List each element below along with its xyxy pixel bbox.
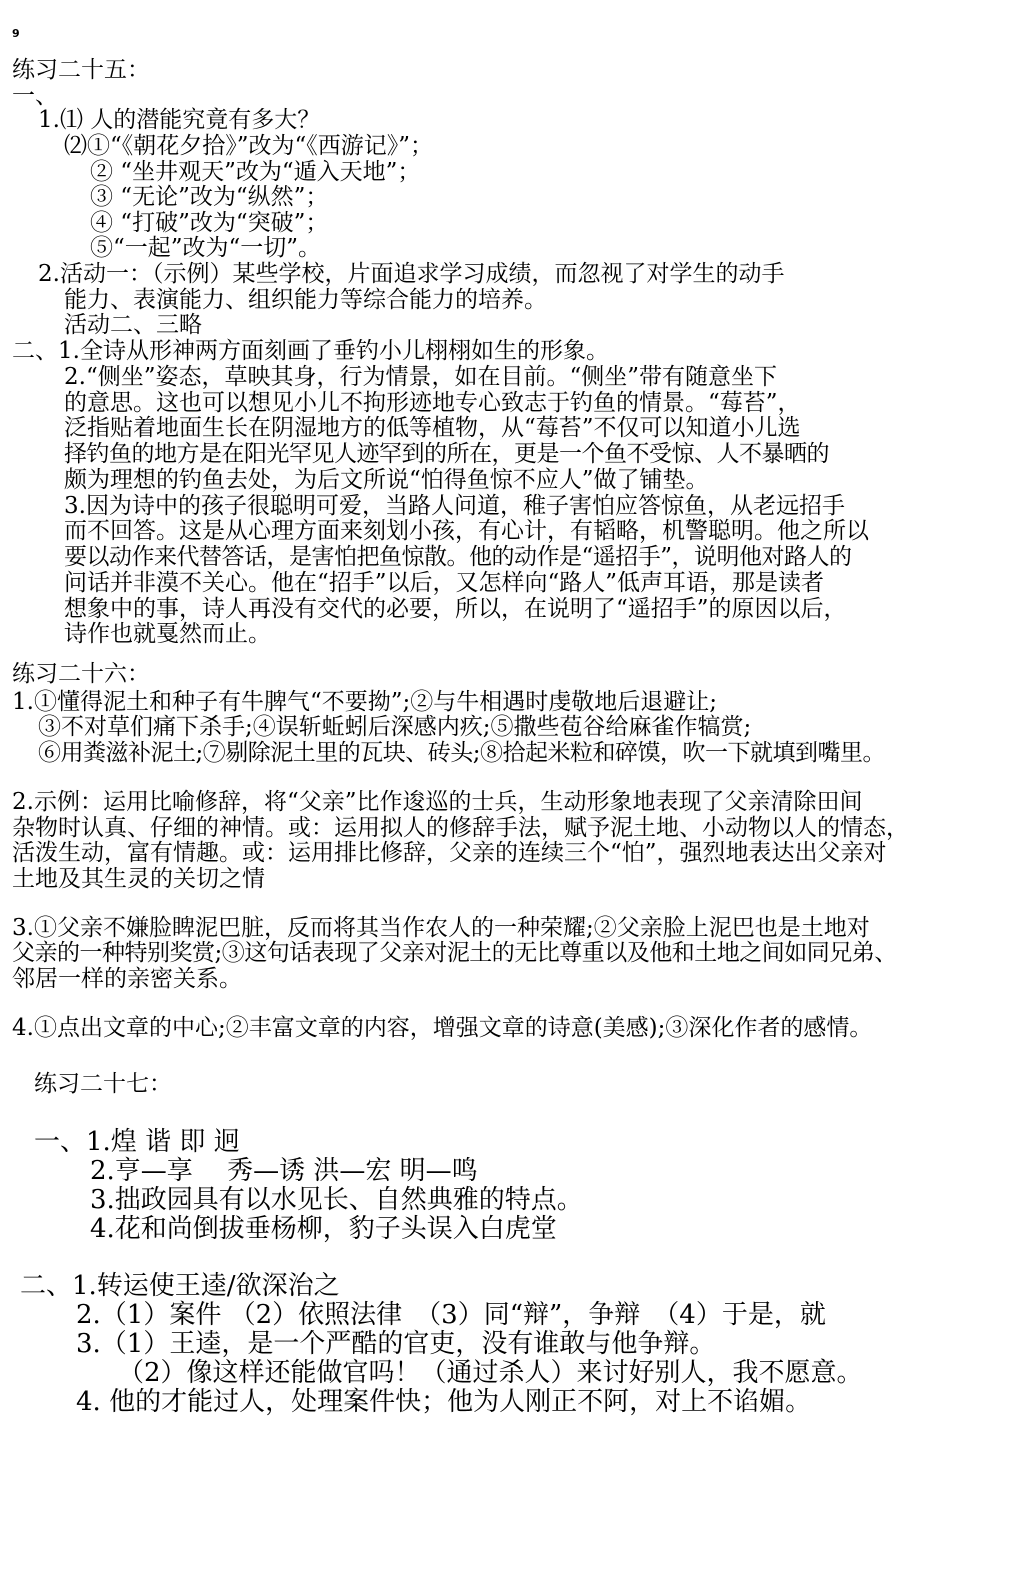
exercise-25-s2-q2-line: 择钓鱼的地方是在阳光罕见人迹罕到的所在，更是一个鱼不受惊、人不暴晒的 <box>64 441 829 467</box>
exercise-27-s1-q3: 3.拙政园具有以水见长、自然典雅的特点。 <box>90 1185 583 1215</box>
exercise-25-q2-line-1: 2.活动一：（示例）某些学校，片面追求学习成绩，而忽视了对学生的动手 <box>38 261 785 287</box>
exercise-25-q2-line-3: 活动二、三略 <box>64 312 202 338</box>
exercise-26-q3-line: 父亲的一种特别奖赏;③这句话表现了父亲对泥土的无比尊重以及他和土地之间如同兄弟、 <box>12 940 897 966</box>
exercise-25-s2-q3-line: 而不回答。这是从心理方面来刻划小孩，有心计，有韬略，机警聪明。他之所以 <box>64 518 869 544</box>
exercise-25-q1-2-1: ⑵①“《朝花夕拾》”改为“《西游记》”； <box>64 133 434 159</box>
exercise-26-q1-line: 1.①懂得泥土和种子有牛脾气“不要拗”;②与牛相遇时虔敬地后退避让; <box>12 689 717 715</box>
exercise-27-title: 练习二十七： <box>34 1071 172 1097</box>
exercise-27-s2-q1: 二、1.转运使王逵/欲深治之 <box>20 1271 340 1301</box>
exercise-27-s2-q2: 2.（1）案件 （2）依照法律 （3）同“辩”，争辩 （4）于是，就 <box>76 1300 826 1330</box>
exercise-25-q1-2-4: ④ “打破”改为“突破”； <box>90 210 329 236</box>
exercise-26-q2-line: 活泼生动，富有情趣。或：运用排比修辞，父亲的连续三个“怕”，强烈地表达出父亲对 <box>12 840 887 866</box>
exercise-26-q2-line: 2.示例：运用比喻修辞，将“父亲”比作逡巡的士兵，生动形象地表现了父亲清除田间 <box>12 789 863 815</box>
exercise-25-s2-q2-line: 的意思。这也可以想见小儿不拘形迹地专心致志于钓鱼的情景。“莓苔”， <box>64 390 801 416</box>
exercise-25-section-1-marker: 一、 <box>12 83 58 109</box>
exercise-27-s1-q2: 2.亨—享 秀—诱 洪—宏 明—鸣 <box>90 1156 478 1186</box>
exercise-25-q1-2-2: ② “坐井观天”改为“遁入天地”； <box>90 159 421 185</box>
exercise-25-q1-2-3: ③ “无论”改为“纵然”； <box>90 184 329 210</box>
exercise-26-q2-line: 土地及其生灵的关切之情 <box>12 866 265 892</box>
exercise-27-s2-q3-1: 3.（1）王逵，是一个严酷的官吏，没有谁敢与他争辩。 <box>76 1329 716 1359</box>
exercise-25-s2-q3-line: 3.因为诗中的孩子很聪明可爱，当路人问道，稚子害怕应答惊鱼，从老远招手 <box>64 493 845 519</box>
exercise-25-q2-line-2: 能力、表演能力、组织能力等综合能力的培养。 <box>64 287 547 313</box>
exercise-26-title: 练习二十六： <box>12 661 150 687</box>
exercise-25-s2-q3-line: 诗作也就戛然而止。 <box>64 621 271 647</box>
exercise-25-q1-1: 1.⑴ 人的潜能究竟有多大？ <box>38 107 321 133</box>
exercise-25-s2-q2-line: 泛指贴着地面生长在阴湿地方的低等植物，从“莓苔”不仅可以知道小儿选 <box>64 415 801 441</box>
exercise-25-s2-q2-line: 2.“侧坐”姿态，草映其身，行为情景，如在目前。“侧坐”带有随意坐下 <box>64 364 777 390</box>
page-number: 9 <box>12 27 20 40</box>
exercise-27-s2-q3-2: （2）像这样还能做官吗！（通过杀人）来讨好别人，我不愿意。 <box>118 1358 863 1388</box>
exercise-25-s2-q1: 二、1.全诗从形神两方面刻画了垂钓小儿栩栩如生的形象。 <box>12 338 609 364</box>
exercise-27-s1-q4: 4.花和尚倒拔垂杨柳，豹子头误入白虎堂 <box>90 1214 557 1244</box>
exercise-25-q1-2-5: ⑤“一起”改为“一切”。 <box>90 235 322 261</box>
exercise-27-s1-q1: 一、1.煌 谐 即 迥 <box>34 1127 240 1157</box>
exercise-25-title: 练习二十五： <box>12 57 150 83</box>
exercise-25-s2-q3-line: 问话并非漠不关心。他在“招手”以后，又怎样向“路人”低声耳语，那是读者 <box>64 570 825 596</box>
exercise-25-s2-q3-line: 要以动作来代替答话，是害怕把鱼惊散。他的动作是“遥招手”，说明他对路人的 <box>64 544 852 570</box>
exercise-26-q4: 4.①点出文章的中心;②丰富文章的内容，增强文章的诗意(美感);③深化作者的感情。 <box>12 1015 873 1041</box>
exercise-26-q3-line: 3.①父亲不嫌脸睥泥巴脏，反而将其当作农人的一种荣耀;②父亲脸上泥巴也是土地对 <box>12 915 870 941</box>
exercise-25-s2-q3-line: 想象中的事，诗人再没有交代的必要，所以，在说明了“遥招手”的原因以后， <box>64 596 847 622</box>
exercise-26-q2-line: 杂物时认真、仔细的神情。或：运用拟人的修辞手法，赋予泥土地、小动物以人的情态， <box>12 815 909 841</box>
exercise-26-q3-line: 邻居一样的亲密关系。 <box>12 966 242 992</box>
exercise-26-q1-line: ③不对草们痛下杀手;④误斩蚯蚓后深感内疚;⑤撒些苞谷给麻雀作犒赏; <box>38 714 752 740</box>
exercise-27-s2-q4: 4. 他的才能过人，处理案件快；他为人刚正不阿，对上不谄媚。 <box>76 1387 812 1417</box>
exercise-26-q1-line: ⑥用粪滋补泥土;⑦剔除泥土里的瓦块、砖头;⑧拾起米粒和碎馍，吹一下就填到嘴里。 <box>38 740 885 766</box>
exercise-25-s2-q2-line: 颇为理想的钓鱼去处，为后文所说“怕得鱼惊不应人”做了铺垫。 <box>64 467 709 493</box>
